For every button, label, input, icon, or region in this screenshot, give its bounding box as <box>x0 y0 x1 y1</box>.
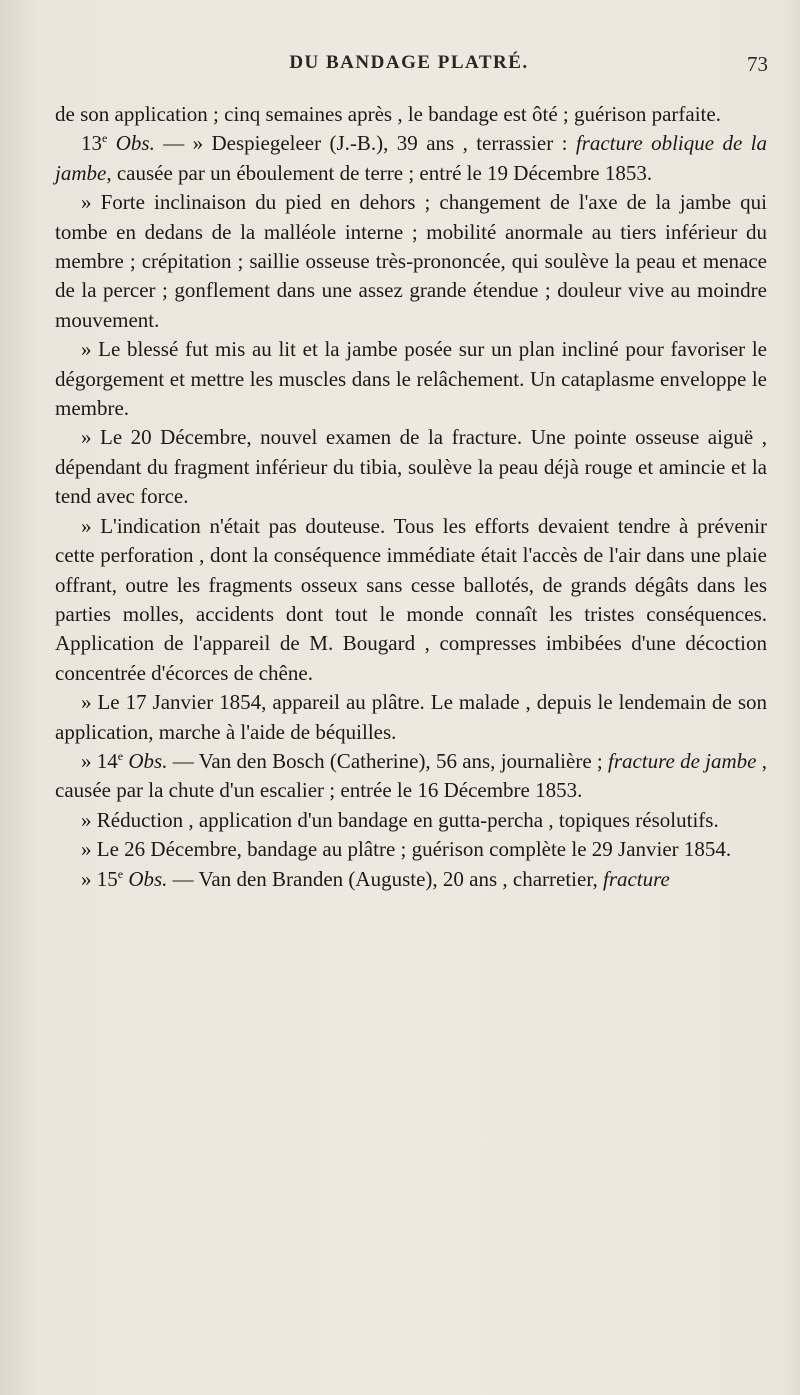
paragraph: » Forte inclinaison du pied en dehors ; changement de l'axe de la jambe qui tombe en dedans de la malléole interne ; mobilité anormale au tiers inférieur du membre ; crépitation ; saillie osseuse très-prononcée, qui soulève la peau et menace de la percer ; gonflement dans une assez grande étendue ; douleur vive au moindre mouvement. <box>55 190 767 332</box>
running-title: DU BANDAGE PLATRÉ. <box>289 52 529 73</box>
paragraph: » Réduction , application d'un bandage en gutta-percha , topiques résolutifs. <box>81 807 719 832</box>
paragraph: 13e Obs. — » Despiegeleer (J.-B.), 39 ans , terrassier : fracture oblique de la jambe, causée par un éboulement de terre ; entré le 19 Décembre 1853. <box>55 131 768 185</box>
page-number: 73 <box>747 52 768 76</box>
paragraph: » Le blessé fut mis au lit et la jambe posée sur un plan incliné pour favoriser le dégorgement et mettre les muscles dans le relâchement. Un cataplasme enveloppe le membre. <box>55 337 767 421</box>
paragraph: » 15e Obs. — Van den Branden (Auguste), 20 ans , charretier, fracture <box>81 866 670 891</box>
paragraph: » Le 20 Décembre, nouvel examen de la fracture. Une pointe osseuse aiguë , dépendant du fragment inférieur du tibia, soulève la peau déjà rouge et amincie et la tend avec force. <box>55 425 767 509</box>
paragraph: » L'indication n'était pas douteuse. Tous les efforts devaient tendre à prévenir cette perforation , dont la conséquence immédiate était l'accès de l'air dans une plaie offrant, outre les fragments osseux sans cesse ballotés, de grands dégâts dans les parties molles, accidents dont tout le monde connaît les tristes conséquences. Application de l'appareil de M. Bougard , compresses imbibées d'une décoction concentrée d'écorces de chêne. <box>55 513 767 685</box>
paragraph: » 14e Obs. — Van den Bosch (Catherine), 56 ans, journalière ; fracture de jambe , causée par la chute d'un escalier ; entrée le 16 Décembre 1853. <box>55 748 768 803</box>
running-head <box>50 52 768 82</box>
body-text <box>55 100 767 894</box>
paragraph: » Le 17 Janvier 1854, appareil au plâtre. Le malade , depuis le lendemain de son application, marche à l'aide de béquilles. <box>55 690 767 744</box>
paragraph: de son application ; cinq semaines après , le bandage est ôté ; guérison parfaite. <box>55 102 721 126</box>
paragraph: » Le 26 Décembre, bandage au plâtre ; guérison complète le 29 Janvier 1854. <box>81 837 732 862</box>
